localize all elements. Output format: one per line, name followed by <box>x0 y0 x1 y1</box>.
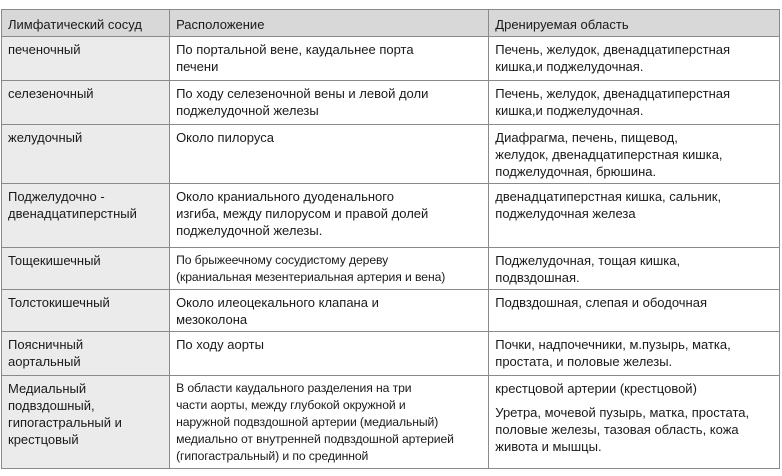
table-row <box>2 81 780 125</box>
header-row <box>2 10 780 37</box>
location-cell: В области каудального разделения на три части аорты, между глубокой окружной и наружной подвздошной артерии (медиальный) медиально от внутренней подвздошной артерией (гипогастральный) и по срединной <box>170 376 489 469</box>
area-part: крестцовой артерии (крестцовой) <box>495 381 697 396</box>
header-location: Расположение <box>170 10 489 37</box>
area-cell: Диафрагма, печень, пищевод, желудок, двенадцатиперстная кишка, поджелудочная, брюшина. <box>489 125 780 184</box>
area-cell: двенадцатиперстная кишка, сальник, поджелудочная железа <box>489 184 780 248</box>
table-row <box>2 290 780 332</box>
vessel-cell: селезеночный <box>2 81 170 125</box>
vessel-cell: Поджелудочно - двенадцатиперстный <box>2 184 170 248</box>
header-vessel: Лимфатический сосуд <box>2 10 170 37</box>
vessel-cell: Тощекишечный <box>2 248 170 290</box>
location-cell: Около краниального дуоденального изгиба, между пилорусом и правой долей поджелудочной железы. <box>170 184 489 248</box>
table-row <box>2 376 780 469</box>
area-cell: Поджелудочная, тощая кишка, подвздошная. <box>489 248 780 290</box>
lymph-vessels-table <box>1 9 780 469</box>
area-cell <box>489 376 780 469</box>
area-cell: Подвздошная, слепая и ободочная <box>489 290 780 332</box>
vessel-cell: желудочный <box>2 125 170 184</box>
area-cell: Почки, надпочечники, м.пузырь, матка, простата, и половые железы. <box>489 332 780 376</box>
area-cell: Печень, желудок, двенадцатиперстная кишка,и поджелудочная. <box>489 81 780 125</box>
location-cell: По ходу селезеночной вены и левой доли поджелудочной железы <box>170 81 489 125</box>
table-row <box>2 125 780 184</box>
location-cell: Около пилоруса <box>170 125 489 184</box>
table-row <box>2 332 780 376</box>
area-part: Уретра, мочевой пузырь, матка, простата, половые железы, тазовая область, кожа живота и мышцы. <box>495 405 750 454</box>
table-row <box>2 184 780 248</box>
location-cell: По брыжеечному сосудистому дереву (краниальная мезентериальная артерия и вена) <box>170 248 489 290</box>
vessel-cell: Поясничный аортальный <box>2 332 170 376</box>
location-cell: По ходу аорты <box>170 332 489 376</box>
table-row <box>2 37 780 81</box>
area-cell: Печень, желудок, двенадцатиперстная кишка,и поджелудочная. <box>489 37 780 81</box>
header-area: Дренируемая область <box>489 10 780 37</box>
table-body <box>2 37 780 469</box>
table-row <box>2 248 780 290</box>
vessel-cell: Медиальный подвздошный, гипогастральный и крестцовый <box>2 376 170 469</box>
location-cell: Около илеоцекального клапана и мезоколона <box>170 290 489 332</box>
table-header <box>2 10 780 37</box>
vessel-cell: печеночный <box>2 37 170 81</box>
vessel-cell: Толстокишечный <box>2 290 170 332</box>
location-cell: По портальной вене, каудальнее порта печени <box>170 37 489 81</box>
